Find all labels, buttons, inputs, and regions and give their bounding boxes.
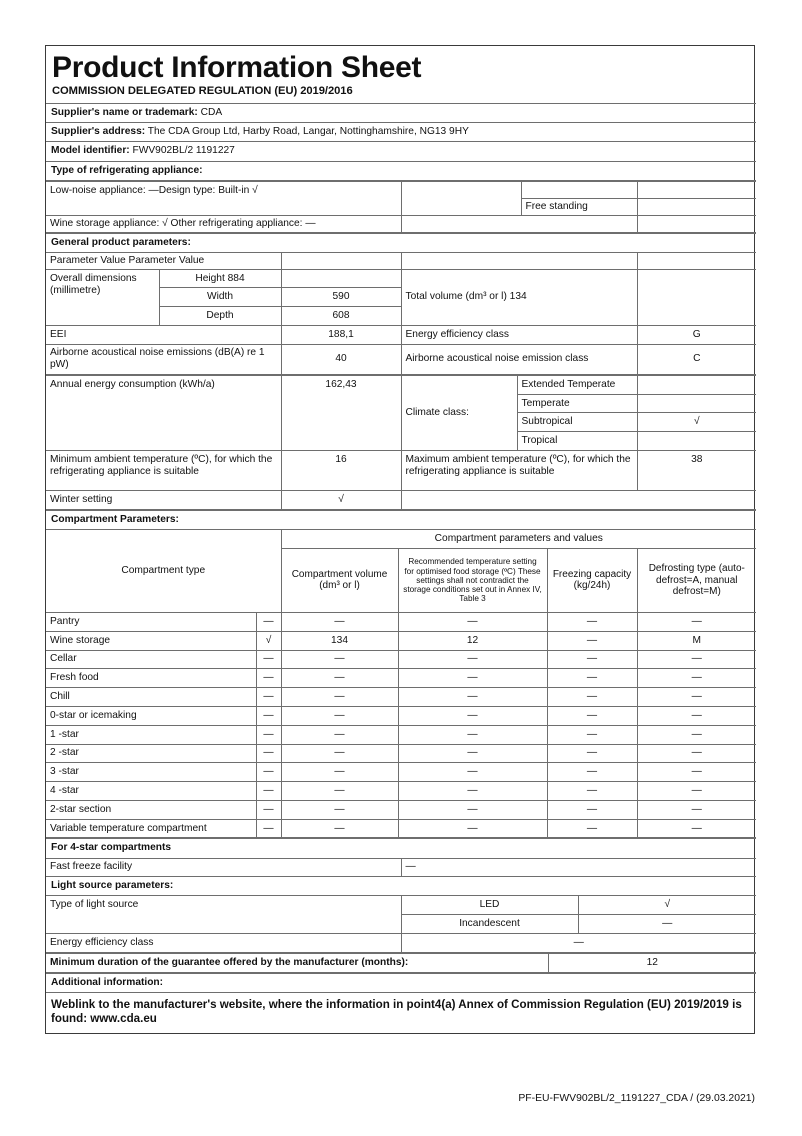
additional-info-heading: Additional information: — [46, 973, 756, 992]
title-row — [46, 46, 756, 104]
wine-storage-type-row — [46, 215, 756, 232]
compartment-temp-11: — — [398, 819, 547, 838]
table-row — [46, 612, 756, 631]
depth-value: 608 — [281, 307, 401, 326]
compartment-volume-7: — — [281, 744, 398, 763]
supplier-address-row — [46, 123, 756, 142]
param-header-blank-b — [401, 252, 637, 269]
climate-row-value-2: √ — [637, 413, 756, 432]
table-row — [46, 744, 756, 763]
compartment-parameters-table — [46, 510, 756, 839]
annual-energy-label: Annual energy consumption (kWh/a) — [46, 375, 281, 450]
annual-energy-value: 162,43 — [281, 375, 401, 450]
compartment-type-9: 4 -star — [46, 782, 256, 801]
min-temp-value: 16 — [281, 451, 401, 491]
wine-type-blank-a — [401, 215, 637, 232]
compartment-freezing-4: — — [547, 688, 637, 707]
climate-row-label-0: Extended Temperate — [517, 375, 637, 394]
compartment-freezing-10: — — [547, 800, 637, 819]
compartment-volume-11: — — [281, 819, 398, 838]
compartment-check-0: — — [256, 612, 281, 631]
climate-row-label-3: Tropical — [517, 432, 637, 451]
compartment-temp-10: — — [398, 800, 547, 819]
total-volume-label: Total volume (dm³ or l) 134 — [401, 269, 637, 325]
compartment-volume-6: — — [281, 725, 398, 744]
param-value-header-row — [46, 252, 756, 269]
low-noise-row — [46, 181, 756, 198]
led-label: LED — [401, 896, 578, 915]
height-value — [281, 269, 401, 288]
compartment-check-9: — — [256, 782, 281, 801]
compartment-type-1: Wine storage — [46, 631, 256, 650]
bottom-sections-table — [46, 838, 756, 952]
table-row — [46, 725, 756, 744]
supplier-name-row — [46, 104, 756, 123]
compartment-defrost-11: — — [637, 819, 756, 838]
compartment-heading-row — [46, 510, 756, 529]
four-star-heading-row — [46, 839, 756, 858]
climate-row-label-2: Subtropical — [517, 413, 637, 432]
overall-dimensions-text: Overall dimensions (millimetre) — [50, 272, 137, 296]
param-header-blank-c — [637, 252, 756, 269]
additional-info-table — [46, 973, 756, 1034]
light-energy-class-row — [46, 933, 756, 952]
compartment-type-3: Fresh food — [46, 669, 256, 688]
compartment-defrost-7: — — [637, 744, 756, 763]
noise-value: 40 — [281, 344, 401, 374]
climate-row-value-0 — [637, 375, 756, 394]
product-information-sheet — [45, 45, 755, 1034]
annual-energy-row — [46, 375, 756, 394]
total-volume-value — [637, 269, 756, 325]
compartment-check-1: √ — [256, 631, 281, 650]
compartment-defrost-8: — — [637, 763, 756, 782]
model-row — [46, 142, 756, 161]
compartment-defrost-0: — — [637, 612, 756, 631]
noise-class-label: Airborne acoustical noise emission class — [401, 344, 637, 374]
compartment-check-3: — — [256, 669, 281, 688]
eei-row — [46, 326, 756, 345]
compartment-type-header: Compartment type — [46, 529, 281, 612]
light-type-label: Type of light source — [46, 896, 401, 934]
type-heading-row — [46, 161, 756, 180]
compartment-defrost-9: — — [637, 782, 756, 801]
compartment-temp-7: — — [398, 744, 547, 763]
supplier-address-value: The CDA Group Ltd, Harby Road, Langar, Nottinghamshire, NG13 9HY — [147, 126, 469, 138]
depth-label: Depth — [159, 307, 281, 326]
compartment-type-7: 2 -star — [46, 744, 256, 763]
model-label: Model identifier: — [51, 145, 130, 157]
fast-freeze-row — [46, 858, 756, 877]
guarantee-label: Minimum duration of the guarantee offered by the manufacturer (months): — [46, 953, 548, 972]
page-title: Product Information Sheet — [52, 51, 422, 84]
compartment-defrost-2: — — [637, 650, 756, 669]
compartment-check-7: — — [256, 744, 281, 763]
table-row — [46, 800, 756, 819]
width-value: 590 — [281, 288, 401, 307]
height-row — [46, 269, 756, 288]
compartment-volume-3: — — [281, 669, 398, 688]
compartment-freezing-11: — — [547, 819, 637, 838]
weblink-row — [46, 992, 756, 1033]
height-label: Height 884 — [159, 269, 281, 288]
noise-class-value: C — [637, 344, 756, 374]
compartment-group-header: Compartment parameters and values — [281, 529, 756, 548]
compartment-type-5: 0-star or icemaking — [46, 706, 256, 725]
led-row — [46, 896, 756, 915]
compartment-check-8: — — [256, 763, 281, 782]
max-temp-value: 38 — [637, 451, 756, 491]
header-table — [46, 46, 756, 181]
compartment-freezing-header: Freezing capacity (kg/24h) — [547, 548, 637, 612]
supplier-name-label: Supplier's name or trademark: — [51, 107, 198, 119]
width-label: Width — [159, 288, 281, 307]
wine-storage-other-appliance: Wine storage appliance: √ Other refrigerating appliance: — — [46, 215, 401, 232]
climate-class-table — [46, 375, 756, 510]
winter-setting-blank — [401, 491, 756, 510]
general-heading-row — [46, 233, 756, 252]
supplier-name-value: CDA — [200, 107, 223, 119]
fast-freeze-value: — — [401, 858, 756, 877]
compartment-freezing-1: — — [547, 631, 637, 650]
supplier-name-cell — [46, 104, 756, 123]
compartment-type-4: Chill — [46, 688, 256, 707]
compartment-freezing-0: — — [547, 612, 637, 631]
guarantee-table — [46, 953, 756, 973]
winter-setting-value: √ — [281, 491, 401, 510]
compartment-volume-0: — — [281, 612, 398, 631]
compartment-temp-3: — — [398, 669, 547, 688]
built-in-blank — [521, 181, 637, 198]
compartment-volume-5: — — [281, 706, 398, 725]
min-temp-label: Minimum ambient temperature (ºC), for which the refrigerating appliance is suitable — [46, 451, 281, 491]
guarantee-value: 12 — [548, 953, 756, 972]
compartment-freezing-8: — — [547, 763, 637, 782]
compartment-defrost-5: — — [637, 706, 756, 725]
table-row — [46, 819, 756, 838]
design-type-blank-a — [401, 181, 521, 215]
compartment-temp-5: — — [398, 706, 547, 725]
low-noise-design-type: Low-noise appliance: —Design type: Built-in √ — [46, 181, 401, 215]
compartment-temp-9: — — [398, 782, 547, 801]
compartment-volume-9: — — [281, 782, 398, 801]
type-heading: Type of refrigerating appliance: — [46, 161, 756, 180]
compartment-type-2: Cellar — [46, 650, 256, 669]
compartment-defrost-header: Defrosting type (auto-defrost=A, manual defrost=M) — [637, 548, 756, 612]
energy-class-label: Energy efficiency class — [401, 326, 637, 345]
wine-type-blank-b — [637, 215, 756, 232]
general-heading: General product parameters: — [46, 233, 756, 252]
compartment-temp-6: — — [398, 725, 547, 744]
ambient-temperature-row — [46, 451, 756, 491]
climate-row-value-3 — [637, 432, 756, 451]
compartment-type-10: 2-star section — [46, 800, 256, 819]
compartment-temp-4: — — [398, 688, 547, 707]
compartment-volume-10: — — [281, 800, 398, 819]
compartment-check-6: — — [256, 725, 281, 744]
compartment-freezing-3: — — [547, 669, 637, 688]
table-row — [46, 631, 756, 650]
compartment-temp-8: — — [398, 763, 547, 782]
compartment-defrost-1: M — [637, 631, 756, 650]
footer-reference: PF-EU-FWV902BL/2_1191227_CDA / (29.03.2021) — [518, 1093, 755, 1104]
weblink-text[interactable]: Weblink to the manufacturer's website, where the information in point4(a) Annex of Commission Regulation (EU) 2019/2019 is found: www.cda.eu — [46, 992, 756, 1033]
compartment-volume-4: — — [281, 688, 398, 707]
max-temp-label: Maximum ambient temperature (ºC), for which the refrigerating appliance is suitable — [401, 451, 637, 491]
table-row — [46, 782, 756, 801]
guarantee-row — [46, 953, 756, 972]
compartment-group-header-row — [46, 529, 756, 548]
param-header-blank-a — [281, 252, 401, 269]
eei-value: 188,1 — [281, 326, 401, 345]
fast-freeze-label: Fast freeze facility — [46, 858, 401, 877]
param-value-header: Parameter Value Parameter Value — [46, 252, 281, 269]
compartment-volume-1: 134 — [281, 631, 398, 650]
table-row — [46, 688, 756, 707]
winter-setting-label: Winter setting — [46, 491, 281, 510]
page-subtitle: COMMISSION DELEGATED REGULATION (EU) 2019/2016 — [52, 85, 353, 98]
model-value: FWV902BL/2 1191227 — [132, 145, 235, 157]
compartment-defrost-3: — — [637, 669, 756, 688]
overall-dimensions-label — [46, 269, 159, 325]
compartment-temp-1: 12 — [398, 631, 547, 650]
noise-row — [46, 344, 756, 374]
compartment-defrost-6: — — [637, 725, 756, 744]
free-standing-value — [637, 198, 756, 215]
table-row — [46, 763, 756, 782]
model-cell — [46, 142, 756, 161]
energy-class-value: G — [637, 326, 756, 345]
table-row — [46, 669, 756, 688]
table-row — [46, 650, 756, 669]
light-energy-class-label: Energy efficiency class — [46, 933, 401, 952]
compartment-freezing-7: — — [547, 744, 637, 763]
compartment-volume-header: Compartment volume (dm³ or l) — [281, 548, 398, 612]
climate-row-value-1 — [637, 394, 756, 413]
compartment-check-5: — — [256, 706, 281, 725]
compartment-temp-0: — — [398, 612, 547, 631]
light-energy-class-value: — — [401, 933, 756, 952]
compartment-freezing-2: — — [547, 650, 637, 669]
compartment-check-11: — — [256, 819, 281, 838]
compartment-check-10: — — [256, 800, 281, 819]
compartment-volume-2: — — [281, 650, 398, 669]
compartment-volume-8: — — [281, 763, 398, 782]
compartment-defrost-4: — — [637, 688, 756, 707]
compartment-temp-2: — — [398, 650, 547, 669]
compartment-check-4: — — [256, 688, 281, 707]
compartment-freezing-5: — — [547, 706, 637, 725]
compartment-check-2: — — [256, 650, 281, 669]
compartment-defrost-10: — — [637, 800, 756, 819]
four-star-heading: For 4-star compartments — [46, 839, 756, 858]
noise-label: Airborne acoustical noise emissions (dB(A) re 1 pW) — [46, 344, 281, 374]
table-row — [46, 706, 756, 725]
winter-setting-row — [46, 491, 756, 510]
light-source-heading: Light source parameters: — [46, 877, 756, 896]
compartment-type-0: Pantry — [46, 612, 256, 631]
compartment-freezing-6: — — [547, 725, 637, 744]
compartment-type-8: 3 -star — [46, 763, 256, 782]
led-value: √ — [578, 896, 756, 915]
incandescent-value: — — [578, 915, 756, 934]
general-parameters-table — [46, 233, 756, 375]
supplier-address-cell — [46, 123, 756, 142]
climate-class-label: Climate class: — [401, 375, 517, 450]
supplier-address-label: Supplier's address: — [51, 126, 146, 138]
compartment-type-6: 1 -star — [46, 725, 256, 744]
compartment-heading: Compartment Parameters: — [46, 510, 756, 529]
climate-row-label-1: Temperate — [517, 394, 637, 413]
light-heading-row — [46, 877, 756, 896]
free-standing-label: Free standing — [521, 198, 637, 215]
incandescent-label: Incandescent — [401, 915, 578, 934]
eei-label: EEI — [46, 326, 281, 345]
appliance-type-table — [46, 181, 756, 233]
title-cell — [46, 46, 756, 104]
compartment-freezing-9: — — [547, 782, 637, 801]
compartment-temp-header: Recommended temperature setting for optimised food storage (ºC) These settings shall not contradict the storage conditions set out in Annex IV, Table 3 — [398, 548, 547, 612]
compartment-type-11: Variable temperature compartment — [46, 819, 256, 838]
additional-heading-row — [46, 973, 756, 992]
built-in-value-blank — [637, 181, 756, 198]
